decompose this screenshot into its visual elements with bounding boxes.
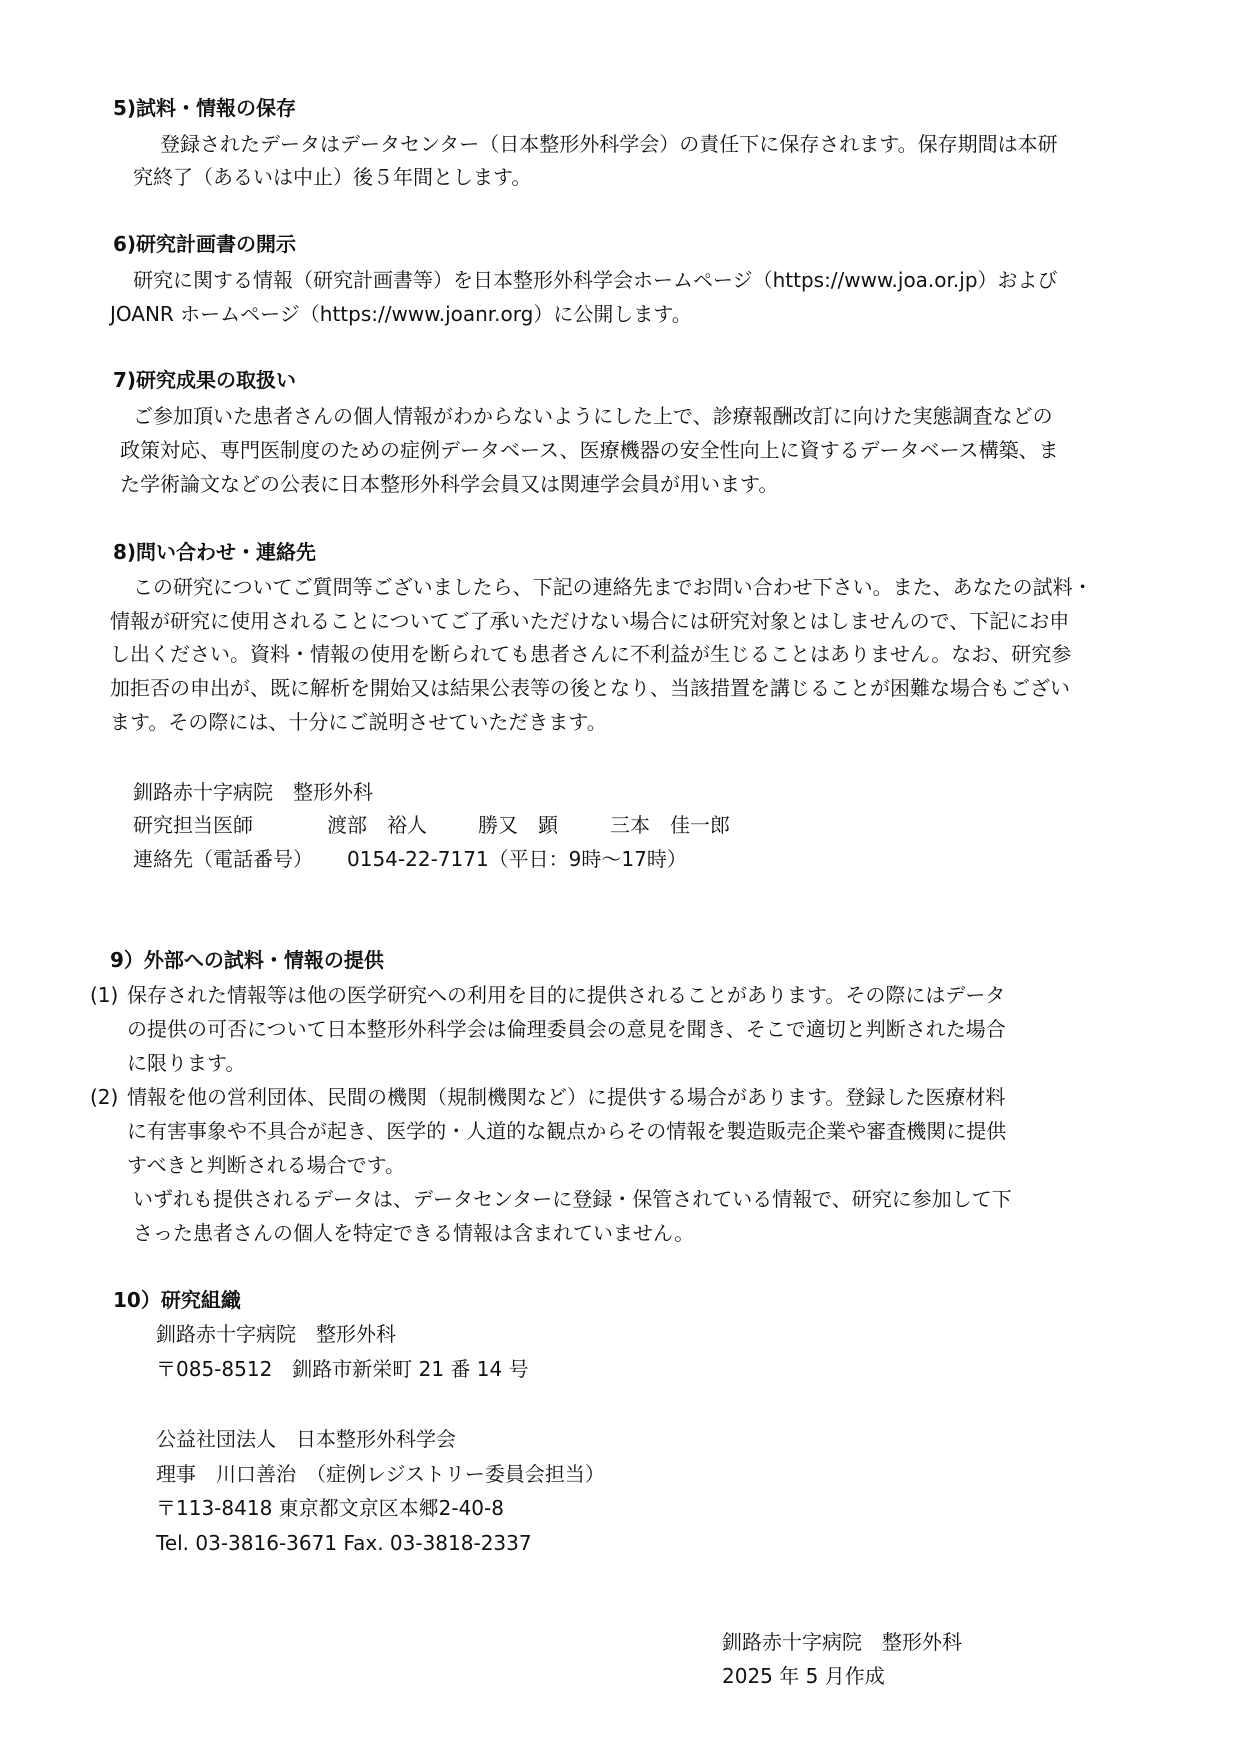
footer-date: 2025 年 5 月作成	[722, 1664, 885, 1688]
contact-doctor-name: 三本 佳一郎	[610, 813, 730, 837]
section-8-line: ます。その際には、十分にご説明させていただきます。	[110, 710, 607, 734]
footer-org: 釧路赤十字病院 整形外科	[722, 1630, 962, 1654]
section-8-line: 加拒否の申出が、既に解析を開始又は結果公表等の後となり、当該措置を講じることが困難な場合もござい	[110, 676, 1070, 700]
section-8-line: し出ください。資料・情報の使用を断られても患者さんに不利益が生じることはありません。なお、研究参	[110, 642, 1072, 666]
section-9-item2-line: すべきと判断される場合です。	[127, 1153, 405, 1177]
section-8-line: 情報が研究に使用されることについてご了承いただけない場合には研究対象とはしませんので、下記にお申	[110, 609, 1070, 633]
section-5-line: 登録されたデータはデータセンター（日本整形外科学会）の責任下に保存されます。保存期間は本研	[160, 132, 1058, 156]
section-6-heading: 6)研究計画書の開示	[113, 232, 297, 256]
contact-phone: 0154-22-7171（平日：9時～17時）	[347, 847, 687, 871]
section-9-item2-line: 情報を他の営利団体、民間の機関（規制機関など）に提供する場合があります。登録した医療材料	[127, 1085, 1006, 1109]
section-6-line: JOANR ホームページ（https://www.joanr.org）に公開します。	[110, 302, 692, 326]
section-5-heading: 5)試料・情報の保存	[113, 96, 297, 120]
org-hospital: 釧路赤十字病院 整形外科	[156, 1322, 396, 1346]
section-9-item1-line: 保存された情報等は他の医学研究への利用を目的に提供されることがあります。その際にはデータ	[127, 983, 1006, 1007]
contact-org: 釧路赤十字病院 整形外科	[133, 780, 373, 804]
section-9-note-line: さった患者さんの個人を特定できる情報は含まれていません。	[133, 1221, 695, 1245]
org-society-tel: Tel. 03-3816-3671 Fax. 03-3818-2337	[156, 1531, 532, 1555]
org-society-address: 〒113-8418 東京都文京区本郷2-40-8	[156, 1496, 504, 1520]
org-hospital-address: 〒085-8512 釧路市新栄町 21 番 14 号	[156, 1357, 529, 1381]
section-5-line: 究終了（あるいは中止）後５年間とします。	[133, 165, 532, 189]
section-7-line: 政策対応、専門医制度のための症例データベース、医療機器の安全性向上に資するデータベース構築、ま	[120, 438, 1059, 462]
section-9-heading: 9）外部への試料・情報の提供	[110, 948, 384, 972]
section-7-line: た学術論文などの公表に日本整形外科学会員又は関連学会員が用います。	[120, 472, 779, 496]
section-7-heading: 7)研究成果の取扱い	[113, 368, 297, 392]
contact-doctor-name: 勝又 顕	[478, 813, 558, 837]
section-9-item1-line: に限ります。	[127, 1051, 246, 1075]
section-7-line: ご参加頂いた患者さんの個人情報がわからないようにした上で、診療報酬改訂に向けた実態調査などの	[133, 404, 1053, 428]
section-10-heading: 10）研究組織	[113, 1288, 241, 1312]
list-marker: (1)	[90, 983, 119, 1007]
section-9-item2-line: に有害事象や不具合が起き、医学的・人道的な観点からその情報を製造販売企業や審査機関に提供	[127, 1119, 1007, 1143]
section-9-item1-line: の提供の可否について日本整形外科学会は倫理委員会の意見を聞き、そこで適切と判断された場合	[127, 1017, 1006, 1041]
contact-doctor-label: 研究担当医師	[133, 813, 253, 837]
section-9-note-line: いずれも提供されるデータは、データセンターに登録・保管されている情報で、研究に参加して下	[133, 1187, 1012, 1211]
section-8-line: この研究についてご質問等ございましたら、下記の連絡先までお問い合わせ下さい。また、あなたの試料・	[133, 575, 1093, 599]
list-marker: (2)	[90, 1085, 119, 1109]
org-society: 公益社団法人 日本整形外科学会	[156, 1427, 456, 1451]
contact-doctor-name: 渡部 裕人	[327, 813, 427, 837]
org-director: 理事 川口善治 （症例レジストリー委員会担当）	[156, 1462, 605, 1486]
section-6-line: 研究に関する情報（研究計画書等）を日本整形外科学会ホームページ（https://www.joa.or.jp）および	[133, 268, 1058, 292]
contact-phone-label: 連絡先（電話番号）	[133, 847, 313, 871]
section-8-heading: 8)問い合わせ・連絡先	[113, 540, 317, 564]
